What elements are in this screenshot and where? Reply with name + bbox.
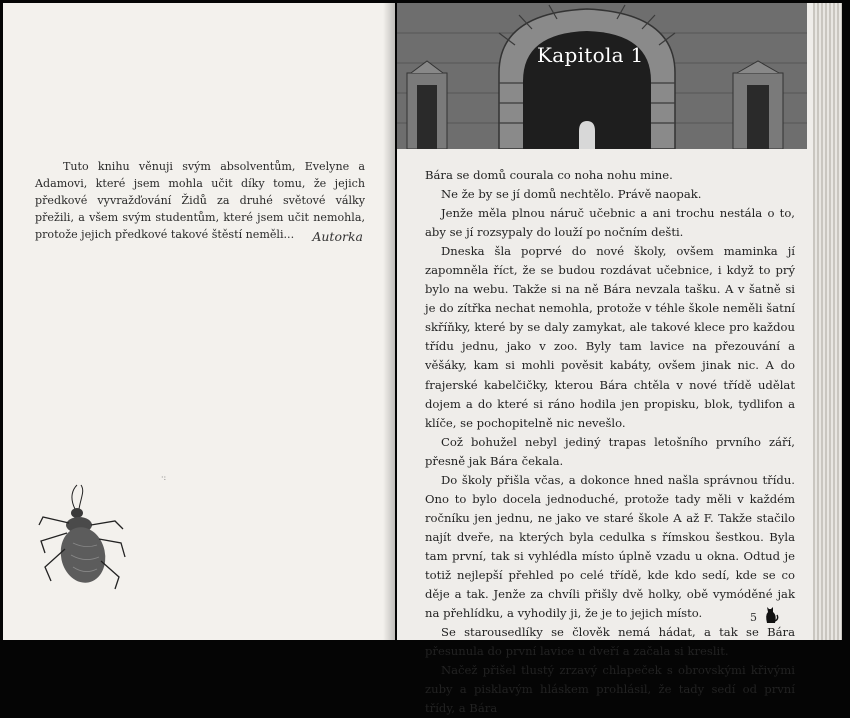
chapter-banner [397,3,807,149]
bedbug-illustration-icon [29,483,129,593]
paragraph: Do školy přišla včas, a dokonce hned našla správnou třídu. Ono to bylo docela jednoduché, protože tady měli v každém ročníku jen jednu, ne jako ve staré škole A až F. Takže stačilo najít dveře, na kterých byla cedulka s římskou šestkou. Byla tam první, tak si vyhlédla místo úplně vzadu u okna. Odtud je totiž nejlepší přehled po celé třídě, kde kdo sedí, kde se co děje a tak. Jenže za chvíli přišly dvě holky, obě vymóděné jak na přehlídku, a vyhodily ji, že je to jejich místo. [425,472,795,621]
page-edges [813,3,842,640]
paragraph: Ne že by se jí domů nechtělo. Právě naopak. [441,187,702,202]
paragraph: Načež přišel tlustý zrzavý chlapeček s obrovskými křivými zuby a pisklavým hláskem prohlásil, že tady sedí od první třídy, a Bára [425,663,795,716]
book-gutter-shadow [383,3,397,640]
author-signature: Autorka [312,229,363,244]
cat-icon [763,603,779,623]
stone-archway-illustration [397,3,807,149]
chapter-body [425,166,795,718]
dedication-text: Tuto knihu věnuji svým absolventům, Evelyne a Adamovi, které jsem mohla učit díky tomu, že jejich předkové vyvražďování Židů za druhé světové války přežili, a všem svým studentům, které jsem učit nemohla, protože jejich předkové takové štěstí neměli... [35,160,365,241]
paragraph: Dneska šla poprvé do nové školy, ovšem maminka jí zapomněla říct, že se budou rozdávat učebnice, i když to prý bylo na webu. Takže si na ně Bára nevzala tašku. A v šatně si je do zítřka nechat nemohla, protože v téhle škole neměli šatní skříňky, které by se daly zamykat, ale takové klece pro každou třídu jednu, jako v zoo. Byly tam lavice na přezouvání a věšáky, kam si mohli pověsit kabáty, ovšem jinak nic. A do frajerské kabelčičky, kterou Bára chtěla v nové třídě udělat dojem a do které si ráno hodila jen propisku, blok, tydlifon a klíče, se pochopitelně nic nevešlo. [425,244,795,430]
paragraph: Se starousedlíky se člověk nemá hádat, a tak se Bára přesunula do první lavice u dveří a začala si kreslit. [425,625,795,659]
left-page [3,3,395,640]
paragraph: Bára se domů courala co noha nohu mine. [425,168,673,182]
paragraph: Což bohužel nebyl jediný trapas letošního prvního září, přesně jak Bára čekala. [425,434,795,468]
page-number: 5 [750,611,757,624]
chapter-title: Kapitola 1 [537,43,644,67]
paragraph: Jenže měla plnou náruč učebnic a ani trochu nestála o to, aby se jí rozsypaly do louží po nočním dešti. [425,206,795,240]
right-page [397,3,813,716]
ink-speck: ·: [161,473,167,482]
